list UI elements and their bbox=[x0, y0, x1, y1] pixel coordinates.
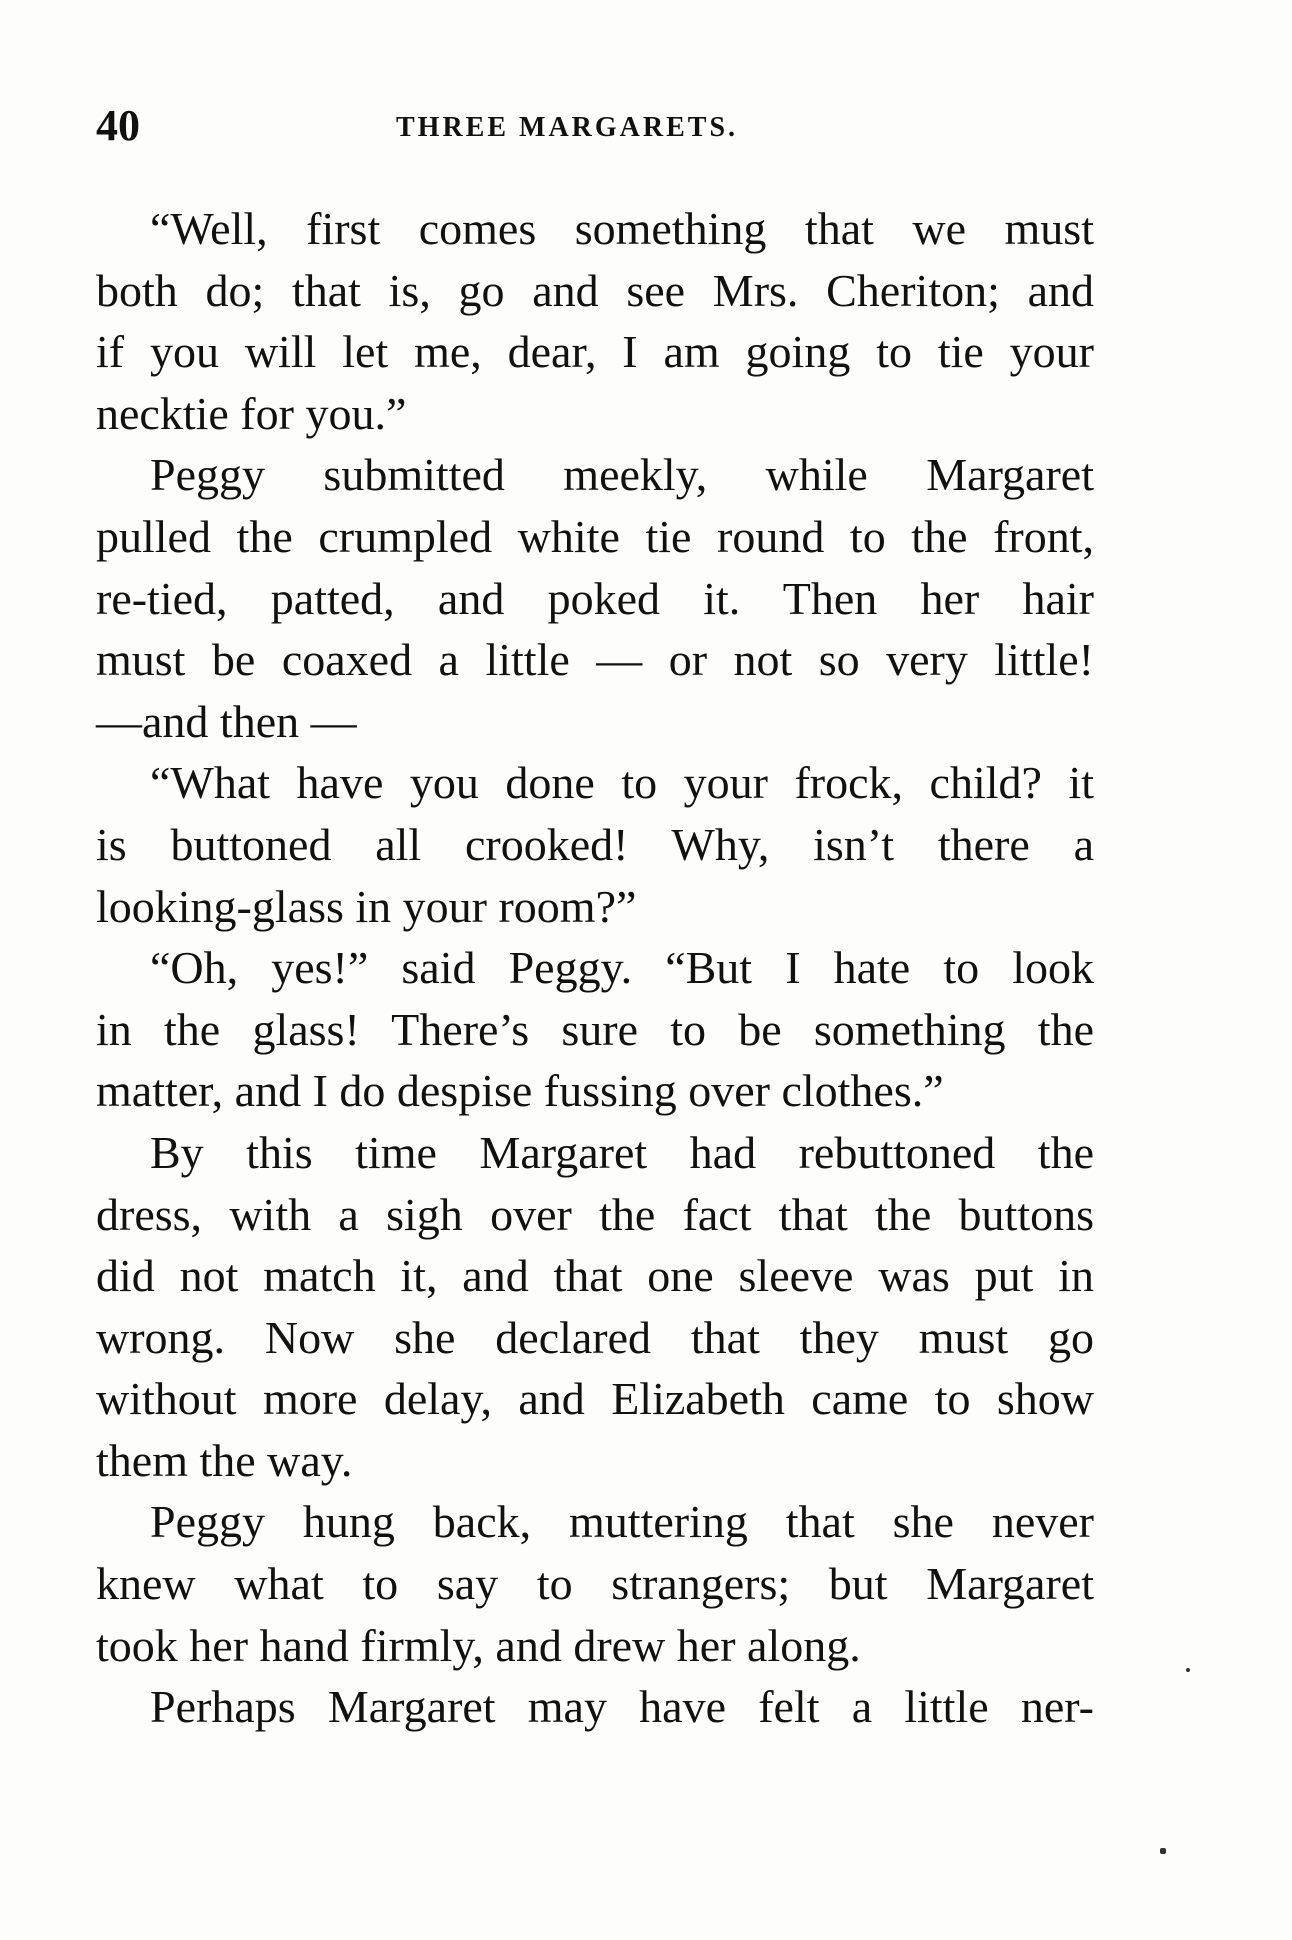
text-line: pulled the crumpled white tie round to the front, bbox=[96, 510, 1094, 562]
text-line: must be coaxed a little — or not so very little! bbox=[96, 634, 1094, 686]
text-line: —and then — bbox=[96, 695, 357, 747]
text-line: took her hand firmly, and drew her along. bbox=[96, 1619, 861, 1671]
text-line: By this time Margaret had rebuttoned the bbox=[150, 1126, 1094, 1178]
text-line: matter, and I do despise fussing over clothes.” bbox=[96, 1065, 944, 1117]
text-line: Perhaps Margaret may have felt a little ner- bbox=[150, 1681, 1094, 1733]
text-line: wrong. Now she declared that they must go bbox=[96, 1311, 1094, 1363]
page-number: 40 bbox=[96, 101, 140, 150]
text-line: necktie for you.” bbox=[96, 387, 407, 439]
text-line: looking-glass in your room?” bbox=[96, 880, 637, 932]
text-line: re-tied, patted, and poked it. Then her hair bbox=[96, 572, 1094, 624]
paper-speck bbox=[1186, 1668, 1190, 1672]
text-line: if you will let me, dear, I am going to tie your bbox=[96, 326, 1094, 378]
text-line: “What have you done to your frock, child? it bbox=[150, 757, 1094, 809]
running-head: THREE MARGARETS. bbox=[396, 112, 739, 143]
text-line: dress, with a sigh over the fact that the buttons bbox=[96, 1188, 1094, 1240]
text-line: in the glass! There’s sure to be something the bbox=[96, 1003, 1094, 1055]
text-line: did not match it, and that one sleeve was put in bbox=[96, 1250, 1094, 1302]
paper-speck bbox=[1160, 1848, 1166, 1854]
text-line: Peggy hung back, muttering that she never bbox=[150, 1496, 1094, 1548]
text-line: both do; that is, go and see Mrs. Cheriton; and bbox=[96, 264, 1094, 316]
body-text bbox=[96, 198, 1094, 1738]
text-line: knew what to say to strangers; but Margaret bbox=[96, 1558, 1094, 1610]
text-line: “Well, first comes something that we must bbox=[150, 203, 1094, 254]
text-line: is buttoned all crooked! Why, isn’t there a bbox=[96, 818, 1094, 870]
page-header bbox=[96, 100, 1096, 160]
text-line: “Oh, yes!” said Peggy. “But I hate to look bbox=[150, 942, 1094, 994]
text-line: without more delay, and Elizabeth came to show bbox=[96, 1373, 1094, 1425]
text-line: Peggy submitted meekly, while Margaret bbox=[150, 449, 1094, 501]
text-line: them the way. bbox=[96, 1434, 353, 1486]
